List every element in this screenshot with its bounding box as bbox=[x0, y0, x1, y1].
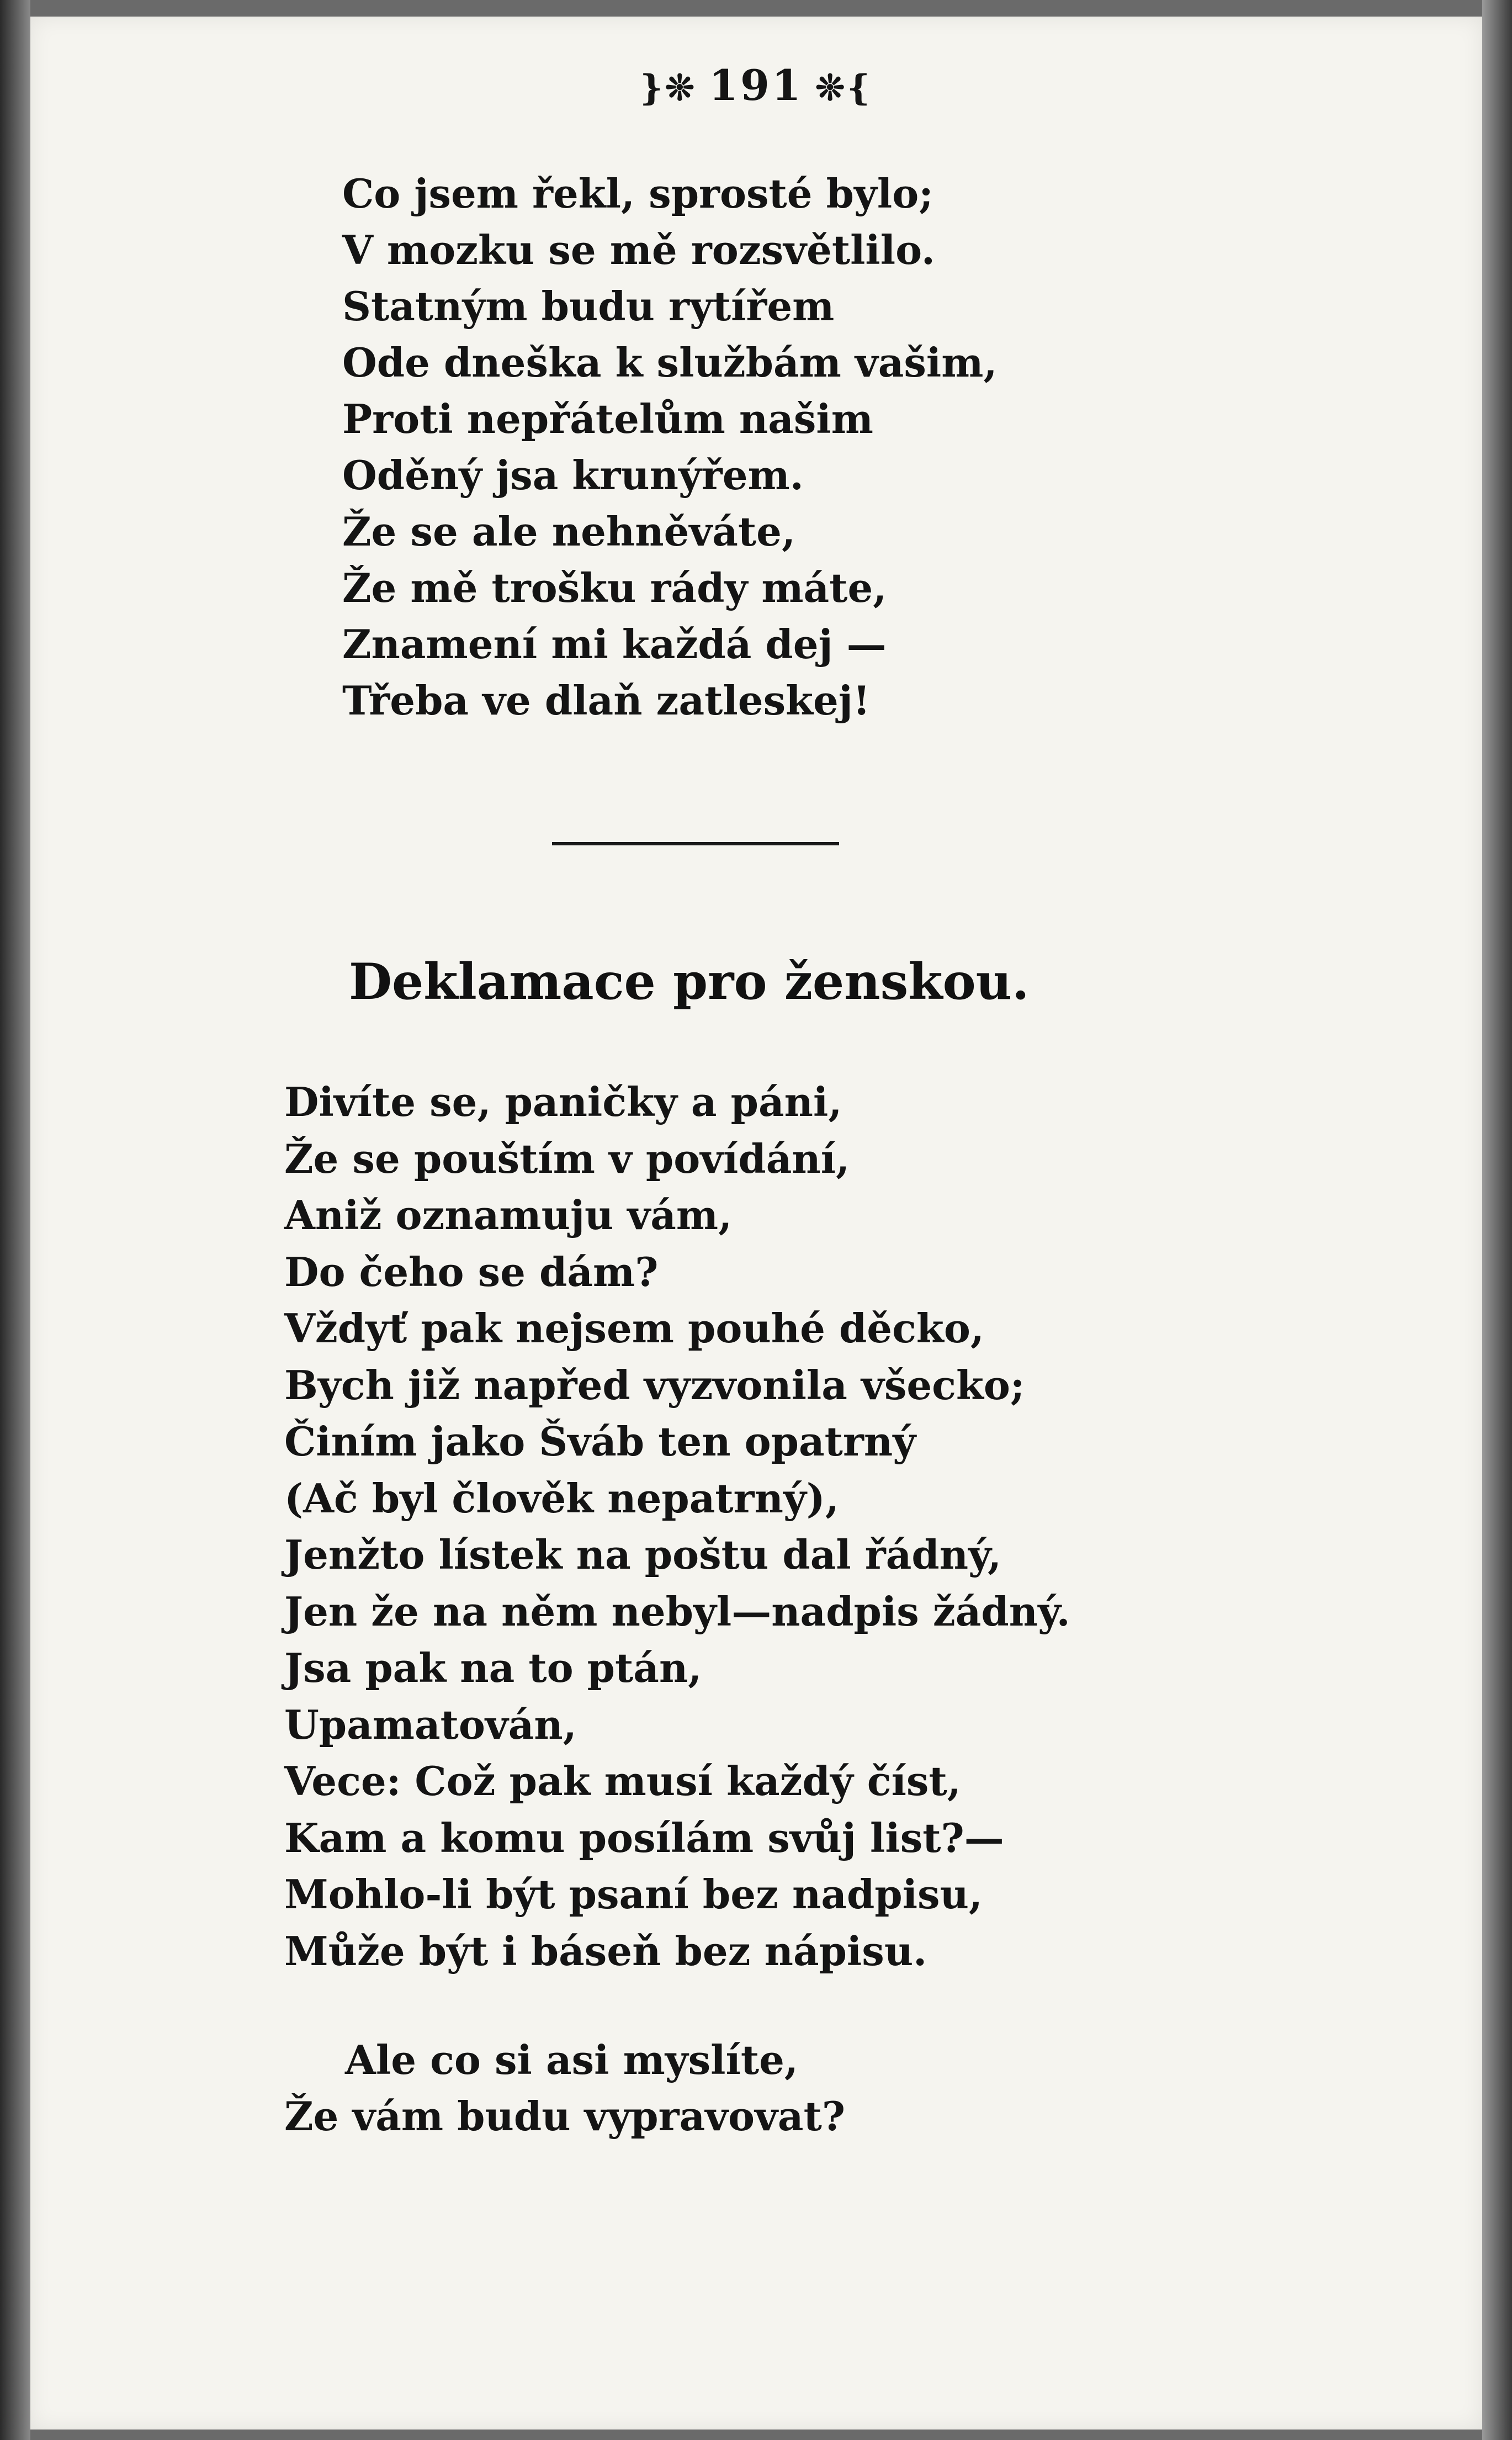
poem-line: (Ač byl člověk nepatrný), bbox=[284, 1474, 839, 1522]
poem-line: Ode dneška k službám vašim, bbox=[342, 339, 998, 386]
ornament-left-icon: }❊ bbox=[640, 67, 697, 109]
poem-line: Mohlo-li být psaní bez nadpisu, bbox=[284, 1871, 983, 1918]
ornament-right-icon: ❊{ bbox=[815, 67, 872, 109]
page-number: 191 bbox=[709, 61, 803, 110]
section-divider bbox=[552, 842, 839, 845]
poem-line: Že se pouštím v povídání, bbox=[284, 1135, 850, 1182]
poem-line: Že vám budu vypravovat? bbox=[284, 2093, 846, 2140]
poem-line: Co jsem řekl, sprosté bylo; bbox=[342, 170, 933, 217]
poem-line: Může být i báseň bez nápisu. bbox=[284, 1927, 927, 1975]
poem-line: Proti nepřátelům našim bbox=[342, 395, 873, 442]
poem-line: Divíte se, paničky a páni, bbox=[284, 1078, 842, 1125]
poem-line: Upamatován, bbox=[284, 1701, 577, 1748]
poem-line: Znamení mi každá dej — bbox=[342, 621, 887, 668]
poem-line: Oděný jsa krunýřem. bbox=[342, 452, 804, 499]
poem-line: Třeba ve dlaň zatleskej! bbox=[342, 677, 871, 724]
poem-line: Jenžto lístek na poštu dal řádný, bbox=[284, 1531, 1002, 1578]
page-header bbox=[0, 61, 1512, 110]
poem-line: V mozku se mě rozsvětlilo. bbox=[342, 226, 935, 273]
poem-line: Činím jako Šváb ten opatrný bbox=[284, 1418, 916, 1465]
poem-line: Vždyť pak nejsem pouhé děcko, bbox=[284, 1305, 984, 1352]
poem-stanza-end bbox=[284, 2032, 845, 2145]
poem-line: Jsa pak na to ptán, bbox=[284, 1644, 702, 1691]
poem-line: Jen že na něm nebyl—nadpis žádný. bbox=[284, 1587, 1070, 1635]
page-edge-shadow bbox=[1482, 0, 1512, 2440]
poem-line: Že mě trošku rády máte, bbox=[342, 564, 887, 611]
poem-line: Že se ale nehněváte, bbox=[342, 508, 796, 555]
poem-line: Do čeho se dám? bbox=[284, 1248, 659, 1295]
poem-line: Bych již napřed vyzvonila všecko; bbox=[284, 1361, 1025, 1409]
section-title: Deklamace pro ženskou. bbox=[349, 952, 1030, 1011]
poem-line: Kam a komu posílám svůj list?— bbox=[284, 1814, 1004, 1861]
poem-stanza-main bbox=[284, 1074, 1070, 1979]
poem-line: Statným budu rytířem bbox=[342, 283, 835, 330]
poem-line: Aniž oznamuju vám, bbox=[284, 1192, 733, 1238]
book-spine-shadow bbox=[0, 0, 30, 2440]
poem-line: Vece: Což pak musí každý číst, bbox=[284, 1758, 961, 1804]
poem-stanza-top bbox=[342, 166, 998, 729]
poem-line: Ale co si asi myslíte, bbox=[345, 2036, 798, 2083]
